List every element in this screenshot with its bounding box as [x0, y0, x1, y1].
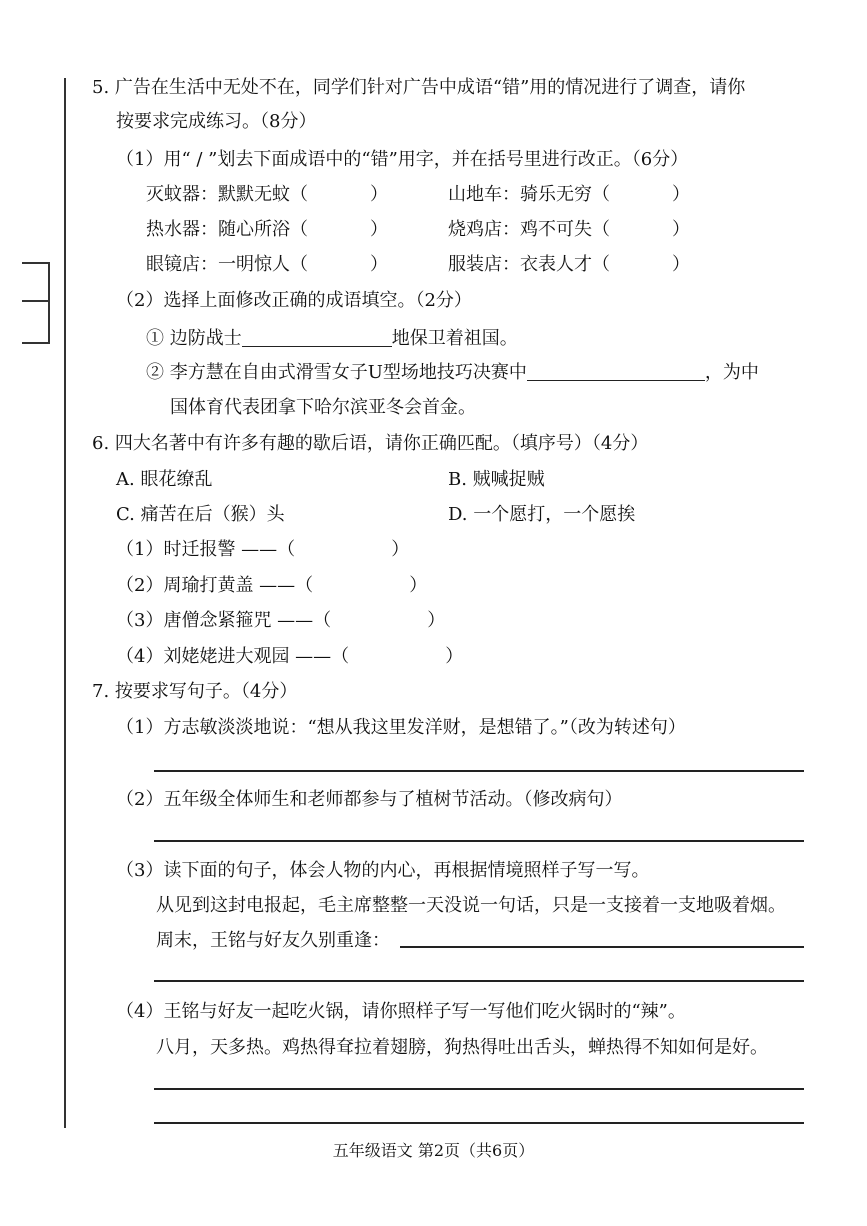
q5-item-1: 灭蚊器：默默无蚊（ ）	[146, 184, 388, 205]
answer-line[interactable]	[154, 1088, 804, 1090]
q7-part3-example: 从见到这封电报起，毛主席整整一天没说一句话，只是一支接着一支地吸着烟。	[156, 895, 786, 916]
q6-option-a: A. 眼花缭乱	[116, 469, 213, 490]
answer-line[interactable]	[154, 980, 804, 982]
q5-part2: （2）选择上面修改正确的成语填空。（2分）	[116, 290, 472, 311]
margin-line	[64, 78, 66, 1128]
binding-mark	[22, 262, 50, 344]
q7-part3-prompt: 周末，王铭与好友久别重逢：	[156, 930, 390, 951]
q6-title: 6. 四大名著中有许多有趣的歇后语，请你正确匹配。（填序号）（4分）	[92, 433, 649, 454]
answer-line[interactable]	[400, 946, 804, 948]
q5-item-6: 服装店：衣表人才（ ）	[448, 254, 690, 275]
q6-option-b: B. 贼喊捉贼	[448, 469, 545, 490]
page-footer: 五年级语文 第2页（共6页）	[332, 1141, 535, 1160]
answer-line[interactable]	[154, 1122, 804, 1124]
q5-item-4: 烧鸡店：鸡不可失（ ）	[448, 219, 690, 240]
q5-part1: （1）用“ / ”划去下面成语中的“错”用字，并在括号里进行改正。（6分）	[116, 149, 689, 170]
answer-line[interactable]	[154, 840, 804, 842]
q7-part1: （1）方志敏淡淡地说：“想从我这里发洋财，是想错了。”（改为转述句）	[116, 717, 686, 738]
q6-item-2: （2）周瑜打黄盖 ——（ ）	[116, 575, 428, 596]
fill-blank[interactable]	[242, 328, 392, 347]
q5-fill-2: ② 李方慧在自由式滑雪女子U型场地技巧决赛中 ，为中	[146, 362, 759, 383]
q6-option-c: C. 痛苦在后（猴）头	[116, 504, 285, 525]
q7-part4: （4）王铭与好友一起吃火锅，请你照样子写一写他们吃火锅时的“辣”。	[116, 1001, 686, 1022]
fill-blank[interactable]	[527, 362, 705, 381]
q6-option-d: D. 一个愿打，一个愿挨	[448, 504, 636, 525]
q5-fill-2-cont: 国体育代表团拿下哈尔滨亚冬会首金。	[170, 397, 476, 418]
q5-fill-1: ① 边防战士 地保卫着祖国。	[146, 328, 518, 349]
q7-title: 7. 按要求写句子。（4分）	[92, 681, 298, 702]
q7-part2: （2）五年级全体师生和老师都参与了植树节活动。（修改病句）	[116, 789, 623, 810]
q6-item-1: （1）时迁报警 ——（ ）	[116, 539, 410, 560]
q5-item-2: 山地车：骑乐无穷（ ）	[448, 184, 690, 205]
binding-mark-divider	[22, 300, 48, 302]
answer-line[interactable]	[154, 770, 804, 772]
q5-item-3: 热水器：随心所浴（ ）	[146, 219, 388, 240]
q7-part3: （3）读下面的句子，体会人物的内心，再根据情境照样子写一写。	[116, 860, 650, 881]
q6-item-4: （4）刘姥姥进大观园 ——（ ）	[116, 646, 464, 667]
q5-title-line2: 按要求完成练习。（8分）	[116, 111, 317, 132]
q6-item-3: （3）唐僧念紧箍咒 ——（ ）	[116, 610, 446, 631]
q5-title-line1: 5. 广告在生活中无处不在，同学们针对广告中成语“错”用的情况进行了调查，请你	[92, 77, 746, 98]
q7-part4-example: 八月，天多热。鸡热得耷拉着翅膀，狗热得吐出舌头，蝉热得不知如何是好。	[156, 1037, 768, 1058]
q5-item-5: 眼镜店：一明惊人（ ）	[146, 254, 388, 275]
